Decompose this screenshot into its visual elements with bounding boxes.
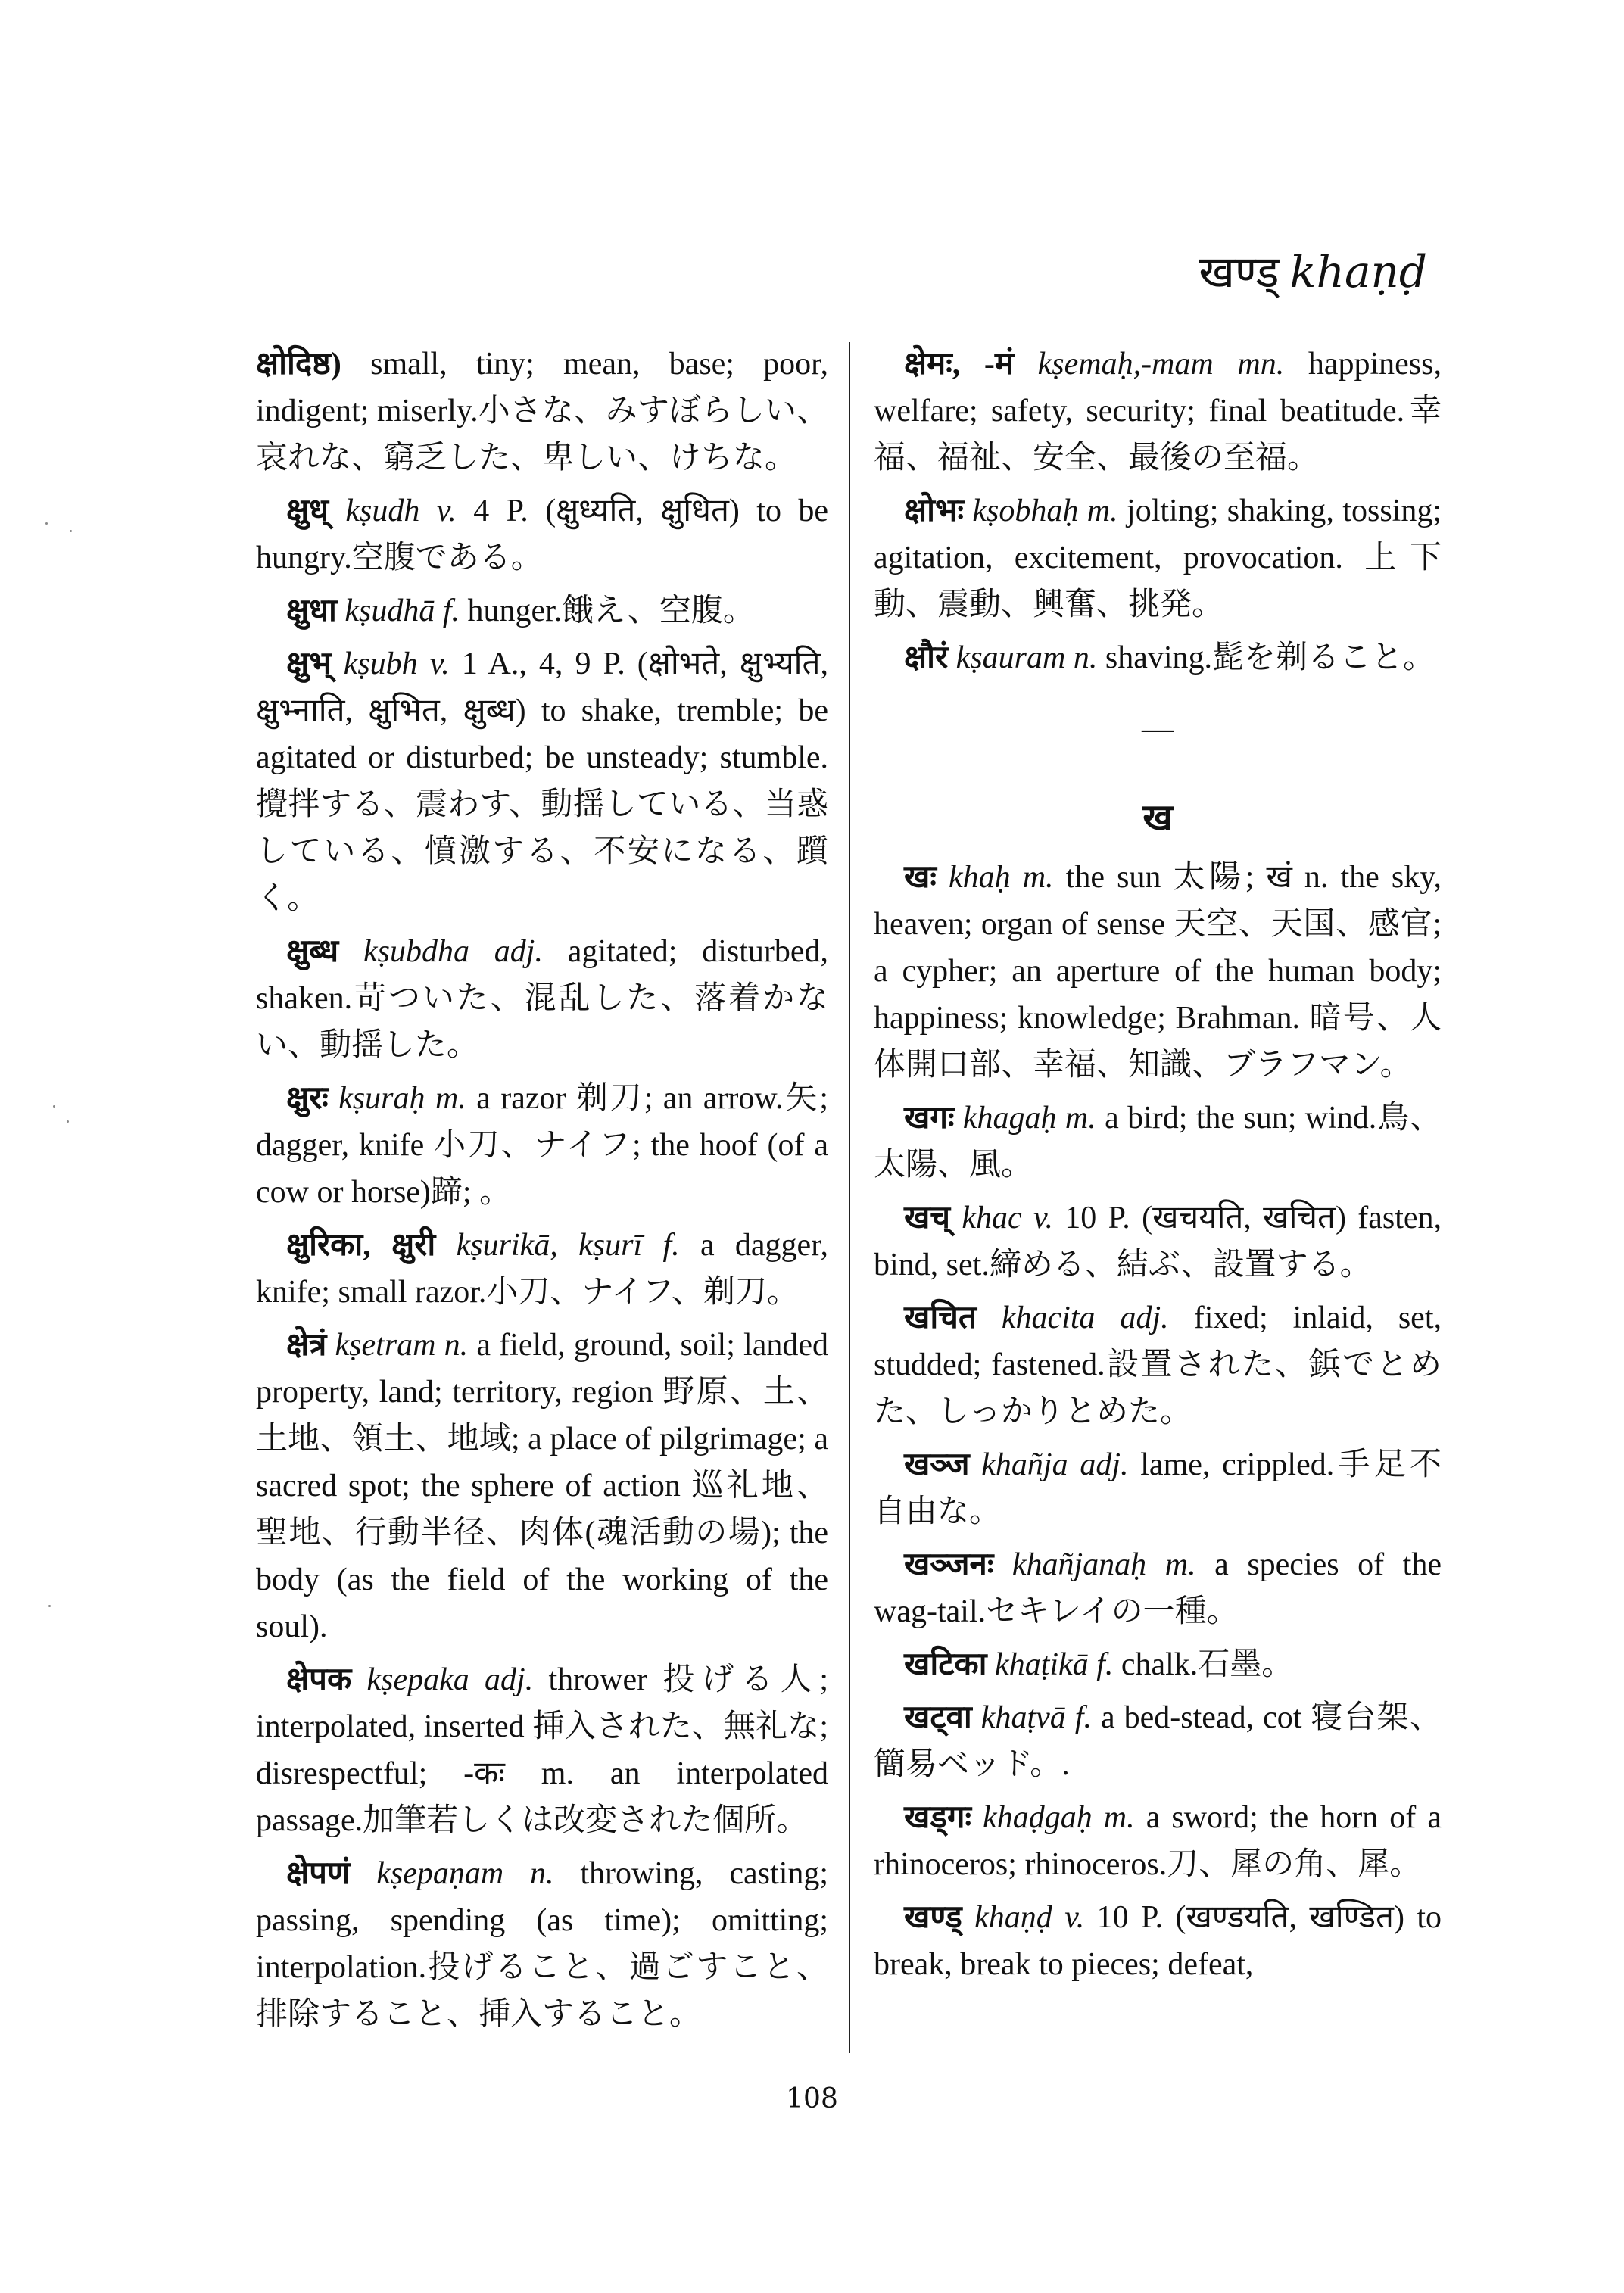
- entry-headword-devanagari: खट्वा: [904, 1700, 972, 1735]
- entry-transliteration: khagaḥ: [962, 1101, 1057, 1136]
- dictionary-entry: [874, 341, 1442, 481]
- running-head-devanagari: खण्ड्: [1199, 246, 1280, 298]
- entry-headword-devanagari: खण्ड्: [904, 1900, 962, 1935]
- entry-grammar: adj.: [1120, 1301, 1169, 1335]
- entry-headword-devanagari: खटिका: [904, 1647, 987, 1682]
- entry-definition: 10 P. (खण्डयति, खण्डित) to break, break to pieces; defeat,: [874, 1900, 1442, 1982]
- entry-grammar: mn.: [1237, 347, 1285, 382]
- entry-headword-devanagari: क्षौरं: [904, 640, 949, 675]
- entry-grammar: m.: [1103, 1800, 1135, 1835]
- dictionary-entry: [256, 341, 828, 481]
- entry-definition: a species of the wag-tail.セキレイの一種。: [874, 1547, 1442, 1629]
- right-column: [874, 341, 1442, 1994]
- dictionary-entry: [256, 1322, 828, 1650]
- entry-definition: a dagger, knife; small razor.小刀、ナイフ、剃刀。: [256, 1228, 828, 1310]
- entry-headword-devanagari: क्षेमः, -मं: [904, 347, 1014, 382]
- entry-headword-devanagari: खञ्ज: [904, 1447, 970, 1482]
- scan-speck: [70, 530, 72, 532]
- dictionary-entry: [256, 587, 828, 634]
- entry-headword-devanagari: क्षोभः: [904, 494, 965, 528]
- entry-headword-devanagari: क्षुभ्: [286, 646, 332, 681]
- entry-grammar: m.: [435, 1081, 466, 1116]
- dictionary-entry: [874, 1095, 1442, 1189]
- entry-definition: small, tiny; mean, base; poor, indigent; miserly.小さな、みすぼらしい、哀れな、窮乏した、卑しい、けちな。: [256, 347, 828, 475]
- dictionary-entry: [256, 1850, 828, 2038]
- entry-definition: a sword; the horn of a rhinoceros; rhinoceros.刀、犀の角、犀。: [874, 1800, 1442, 1882]
- entry-grammar: adj.: [1080, 1447, 1129, 1482]
- dictionary-entry: [256, 1075, 828, 1216]
- section-heading: ख: [1142, 798, 1173, 838]
- entry-definition: 4 P. (क्षुध्यति, क्षुधित) to be hungry.空腹である。: [256, 494, 829, 575]
- dictionary-entry: [874, 854, 1442, 1089]
- entry-headword-devanagari: क्षुरः: [286, 1081, 329, 1116]
- right-column-entries-kh: [874, 854, 1442, 1988]
- left-column: [256, 341, 828, 2044]
- entry-grammar: m.: [1164, 1547, 1196, 1582]
- entry-definition: a bird; the sun; wind.鳥、太陽、風。: [874, 1101, 1442, 1182]
- entry-headword-devanagari: खच्: [904, 1201, 951, 1235]
- entry-grammar: n.: [530, 1856, 554, 1891]
- entry-transliteration: khaṭikā: [995, 1647, 1089, 1682]
- dictionary-entry: [256, 928, 828, 1069]
- scan-speck: [53, 1105, 55, 1108]
- entry-grammar: f.: [442, 594, 460, 628]
- entry-grammar: f.: [662, 1228, 680, 1263]
- entry-grammar: f.: [1096, 1647, 1114, 1682]
- entry-grammar: m.: [1086, 494, 1118, 528]
- entry-definition: throwing, casting; passing, spending (as time); omitting; interpolation.投げること、過ごすこと、排除すること、挿入すること。: [256, 1856, 829, 2032]
- entry-definition: hunger.餓え、空腹。: [467, 594, 755, 628]
- dictionary-entry: [874, 488, 1442, 628]
- entry-transliteration: khañjanaḥ: [1011, 1547, 1147, 1582]
- scan-speck: [48, 1605, 51, 1607]
- entry-transliteration: khañja: [981, 1447, 1068, 1482]
- entry-grammar: adj.: [494, 934, 543, 969]
- entry-definition: thrower 投げる人; interpolated, inserted 挿入された、無礼な; disrespectful; -कः m. an interpolated passage.加筆若しくは改変された個所。: [256, 1662, 829, 1838]
- entry-headword-devanagari: खचित: [904, 1301, 977, 1335]
- entry-headword-devanagari: क्षेत्रं: [286, 1328, 327, 1363]
- entry-grammar: v.: [429, 646, 450, 681]
- dictionary-entry: [256, 640, 828, 922]
- entry-transliteration: khac: [962, 1201, 1022, 1235]
- entry-headword-devanagari: क्षोदिष्ठ): [256, 347, 341, 382]
- entry-transliteration: kṣudhā: [344, 594, 435, 628]
- entry-headword-devanagari: क्षुब्ध: [286, 934, 339, 969]
- dictionary-entry: [874, 1195, 1442, 1288]
- entry-definition: a razor 剃刀; an arrow.矢; dagger, knife 小刀、ナイフ; the hoof (of a cow or horse)蹄; 。: [256, 1081, 828, 1210]
- running-head-transliteration: khaṇḍ: [1289, 246, 1427, 298]
- dictionary-entry: [256, 1222, 828, 1316]
- entry-headword-devanagari: खड्गः: [904, 1800, 971, 1835]
- dictionary-entry: [874, 1294, 1442, 1435]
- entry-definition: fixed; inlaid, set, studded; fastened.設置された、鋲でとめた、しっかりとめた。: [874, 1301, 1442, 1429]
- entry-transliteration: kṣemaḥ,-mam: [1037, 347, 1214, 382]
- entry-transliteration: kṣubdha: [363, 934, 469, 969]
- entry-grammar: f.: [1074, 1700, 1092, 1735]
- entry-definition: the sun 太陽; खं n. the sky, heaven; organ of sense 天空、天国、感官; a cypher; an aperture of the human body; happiness; knowledge; Brahman. 暗号、人体開口部、幸福、知識、ブラフマン。: [874, 860, 1442, 1083]
- dictionary-entry: [874, 1894, 1442, 1988]
- entry-transliteration: kṣuraḥ: [338, 1081, 425, 1116]
- entry-transliteration: khaṭvā: [980, 1700, 1066, 1735]
- entry-transliteration: kṣubh: [343, 646, 418, 681]
- entry-transliteration: kṣobhaḥ: [972, 494, 1079, 528]
- dictionary-entry: [874, 1541, 1442, 1635]
- dictionary-entry: [874, 1794, 1442, 1888]
- entry-grammar: adj.: [485, 1662, 534, 1697]
- entry-transliteration: kṣetram: [335, 1328, 436, 1363]
- entry-grammar: v.: [1033, 1201, 1053, 1235]
- scan-speck: [67, 1120, 69, 1123]
- entry-transliteration: khacita: [1001, 1301, 1096, 1335]
- entry-definition: a field, ground, soil; landed property, land; territory, region 野原、土、土地、領土、地域; a place of pilgrimage; a sacred spot; the sphere of action 巡礼地、聖地、行動半径、肉体(魂活動の場); the body (as the field of the working of the soul).: [256, 1328, 828, 1644]
- entry-transliteration: khaḍgaḥ: [983, 1800, 1093, 1835]
- right-column-entries-k: [874, 341, 1442, 681]
- dictionary-entry: [874, 1641, 1442, 1688]
- entry-headword-devanagari: क्षुध्: [286, 494, 329, 528]
- entry-definition: 10 P. (खचयति, खचित) fasten, bind, set.締める、結ぶ、設置する。: [874, 1201, 1442, 1282]
- entry-transliteration: kṣauram: [955, 640, 1066, 675]
- column-divider: [849, 342, 850, 2053]
- entry-transliteration: kṣepaṇam: [376, 1856, 504, 1891]
- section-divider: —: [1142, 712, 1174, 746]
- entry-transliteration: kṣurikā, kṣurī: [456, 1228, 643, 1263]
- entry-headword-devanagari: क्षुरिका, क्षुरी: [286, 1228, 436, 1263]
- dictionary-entry: [874, 1441, 1442, 1535]
- entry-definition: happiness, welfare; safety, security; final beatitude.幸福、福祉、安全、最後の至福。: [874, 347, 1442, 475]
- entry-definition: 1 A., 4, 9 P. (क्षोभते, क्षुभ्यति, क्षुभ्नाति, क्षुभित, क्षुब्ध) to shake, tremble; be agitated or disturbed; be unsteady; stumble.攪拌する、震わす、動揺している、当惑している、憤激する、不安になる、躓く。: [256, 646, 828, 916]
- entry-definition: jolting; shaking, tossing; agitation, excitement, provocation. 上下動、震動、興奮、挑発。: [874, 494, 1442, 622]
- entry-grammar: m.: [1064, 1101, 1096, 1136]
- entry-headword-devanagari: क्षुधा: [286, 594, 337, 628]
- scan-speck: [45, 522, 48, 525]
- entry-definition: lame, crippled.手足不自由な。: [874, 1447, 1442, 1529]
- entry-definition: agitated; disturbed, shaken.苛ついた、混乱した、落着かない、動揺した。: [256, 934, 829, 1063]
- page-number: 108: [786, 2083, 838, 2114]
- entry-transliteration: kṣepaka: [366, 1662, 469, 1697]
- entry-headword-devanagari: खः: [904, 860, 937, 895]
- entry-headword-devanagari: क्षेपणं: [286, 1856, 351, 1891]
- entry-definition: a bed-stead, cot 寝台架、簡易ベッド。.: [874, 1700, 1442, 1782]
- entry-grammar: v.: [436, 494, 457, 528]
- entry-transliteration: kṣudh: [345, 494, 420, 528]
- entry-grammar: n.: [1073, 640, 1098, 675]
- entry-headword-devanagari: क्षेपक: [286, 1662, 352, 1697]
- entry-grammar: v.: [1064, 1900, 1085, 1935]
- entry-headword-devanagari: खञ्जनः: [904, 1547, 994, 1582]
- dictionary-entry: [256, 488, 828, 581]
- dictionary-entry: [874, 1694, 1442, 1788]
- dictionary-entry: [874, 634, 1442, 681]
- entry-grammar: m.: [1022, 860, 1054, 895]
- dictionary-entry: [256, 1656, 828, 1844]
- entry-headword-devanagari: खगः: [904, 1101, 955, 1136]
- entry-definition: shaving.髭を剃ること。: [1105, 640, 1435, 675]
- entry-transliteration: khaṇḍ: [974, 1900, 1052, 1935]
- running-head: [1199, 246, 1427, 298]
- entry-grammar: n.: [444, 1328, 469, 1363]
- entry-definition: chalk.石墨。: [1121, 1647, 1294, 1682]
- entry-transliteration: khaḥ: [948, 860, 1011, 895]
